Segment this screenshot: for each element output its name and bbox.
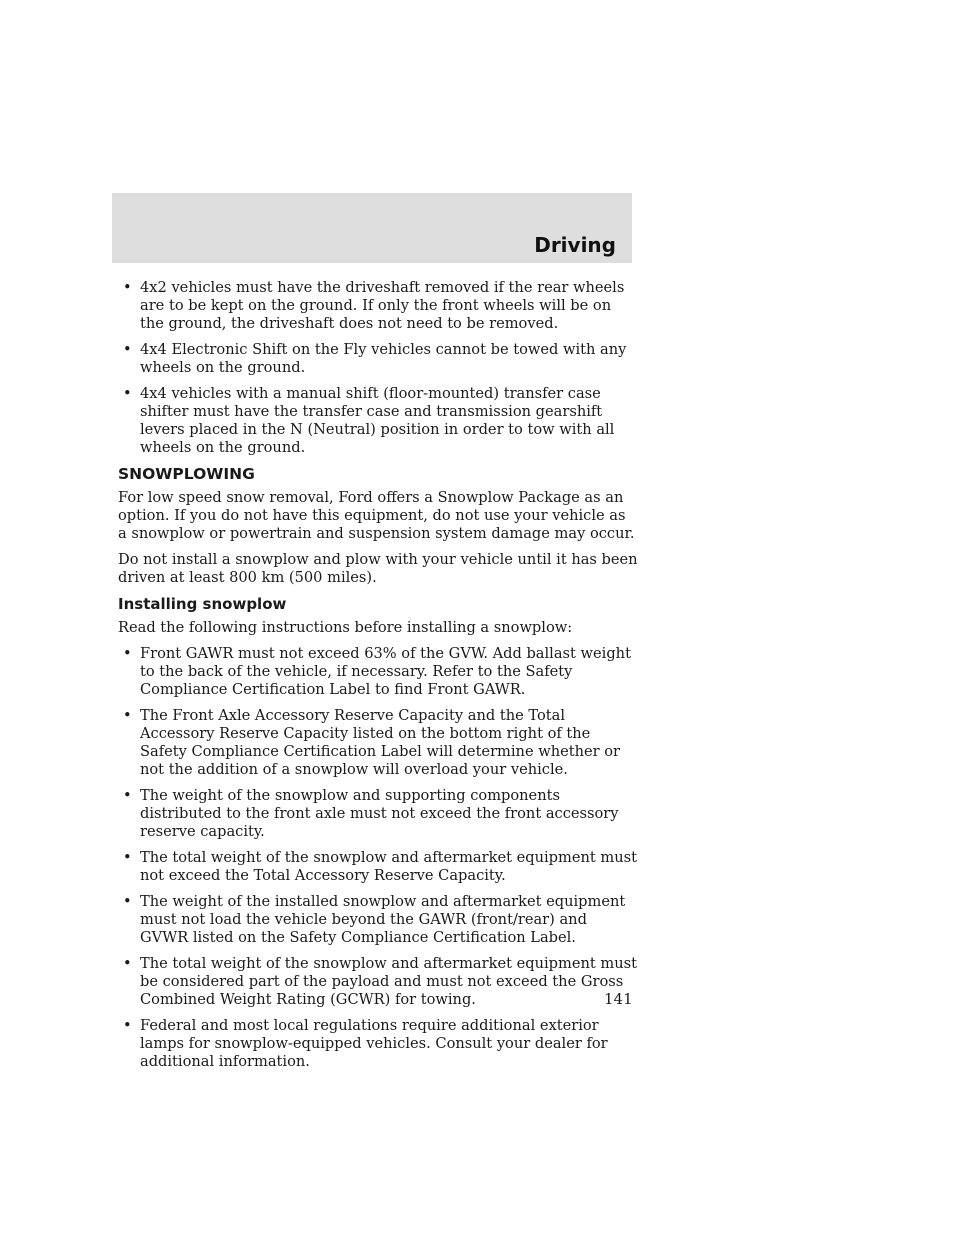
bullet-marker: • (123, 955, 132, 972)
section-header-band (112, 193, 632, 263)
bullet-text: 4x4 Electronic Shift on the Fly vehicles cannot be towed with any wheels on the ground. (140, 341, 627, 376)
installing-bullet-item (118, 1017, 638, 1071)
snowplowing-paragraph: Do not install a snowplow and plow with your vehicle until it has been driven at least 800 km (500 miles). (118, 551, 638, 586)
page-number: 141 (604, 990, 633, 1008)
bullet-marker: • (123, 385, 132, 402)
bullet-text: 4x4 vehicles with a manual shift (floor-mounted) transfer case shifter must have the transfer case and transmission gearshift levers placed in the N (Neutral) position in order to tow with all wheels on the ground. (140, 385, 615, 456)
bullet-marker: • (123, 707, 132, 724)
bullet-text: Federal and most local regulations require additional exterior lamps for snowplow-equipped vehicles. Consult your dealer for additional information. (140, 1017, 608, 1070)
bullet-marker: • (123, 645, 132, 662)
bullet-marker: • (123, 893, 132, 910)
bullet-marker: • (123, 849, 132, 866)
snowplowing-paragraph: For low speed snow removal, Ford offers a Snowplow Package as an option. If you do not have this equipment, do not use your vehicle as a snowplow or powertrain and suspension system damage may occur. (118, 489, 635, 542)
bullet-text: The total weight of the snowplow and aftermarket equipment must be considered part of the payload and must not exceed the Gross Combined Weight Rating (GCWR) for towing. (140, 955, 637, 1008)
towing-bullet-item (118, 385, 638, 457)
page-content (118, 279, 638, 1079)
bullet-text: 4x2 vehicles must have the driveshaft removed if the rear wheels are to be kept on the ground. If only the front wheels will be on the ground, the driveshaft does not need to be removed. (140, 279, 625, 332)
bullet-text: The total weight of the snowplow and aftermarket equipment must not exceed the Total Accessory Reserve Capacity. (140, 849, 637, 884)
snowplowing-heading: SNOWPLOWING (118, 465, 255, 483)
bullet-marker: • (123, 787, 132, 804)
installing-bullet-item (118, 645, 638, 699)
bullet-marker: • (123, 279, 132, 296)
installing-bullet-item (118, 787, 638, 841)
towing-bullet-item (118, 341, 638, 377)
bullet-text: The weight of the snowplow and supporting components distributed to the front axle must not exceed the front accessory reserve capacity. (140, 787, 619, 840)
installing-bullet-item (118, 893, 638, 947)
towing-bullet-item (118, 279, 638, 333)
section-title: Driving (534, 233, 616, 257)
installing-bullet-item (118, 849, 638, 885)
installing-snowplow-subheading: Installing snowplow (118, 595, 287, 613)
installing-intro: Read the following instructions before installing a snowplow: (118, 619, 573, 636)
bullet-marker: • (123, 341, 132, 358)
bullet-text: The weight of the installed snowplow and aftermarket equipment must not load the vehicle beyond the GAWR (front/rear) and GVWR listed on the Safety Compliance Certification Label. (140, 893, 626, 946)
bullet-text: The Front Axle Accessory Reserve Capacity and the Total Accessory Reserve Capacity listed on the bottom right of the Safety Compliance Certification Label will determine whether or not the addition of a snowplow will overload your vehicle. (140, 707, 621, 778)
bullet-text: Front GAWR must not exceed 63% of the GVW. Add ballast weight to the back of the vehicle, if necessary. Refer to the Safety Compliance Certification Label to find Front GAWR. (140, 645, 631, 698)
installing-bullet-item (118, 707, 638, 779)
installing-bullet-item (118, 955, 638, 1009)
bullet-marker: • (123, 1017, 132, 1034)
